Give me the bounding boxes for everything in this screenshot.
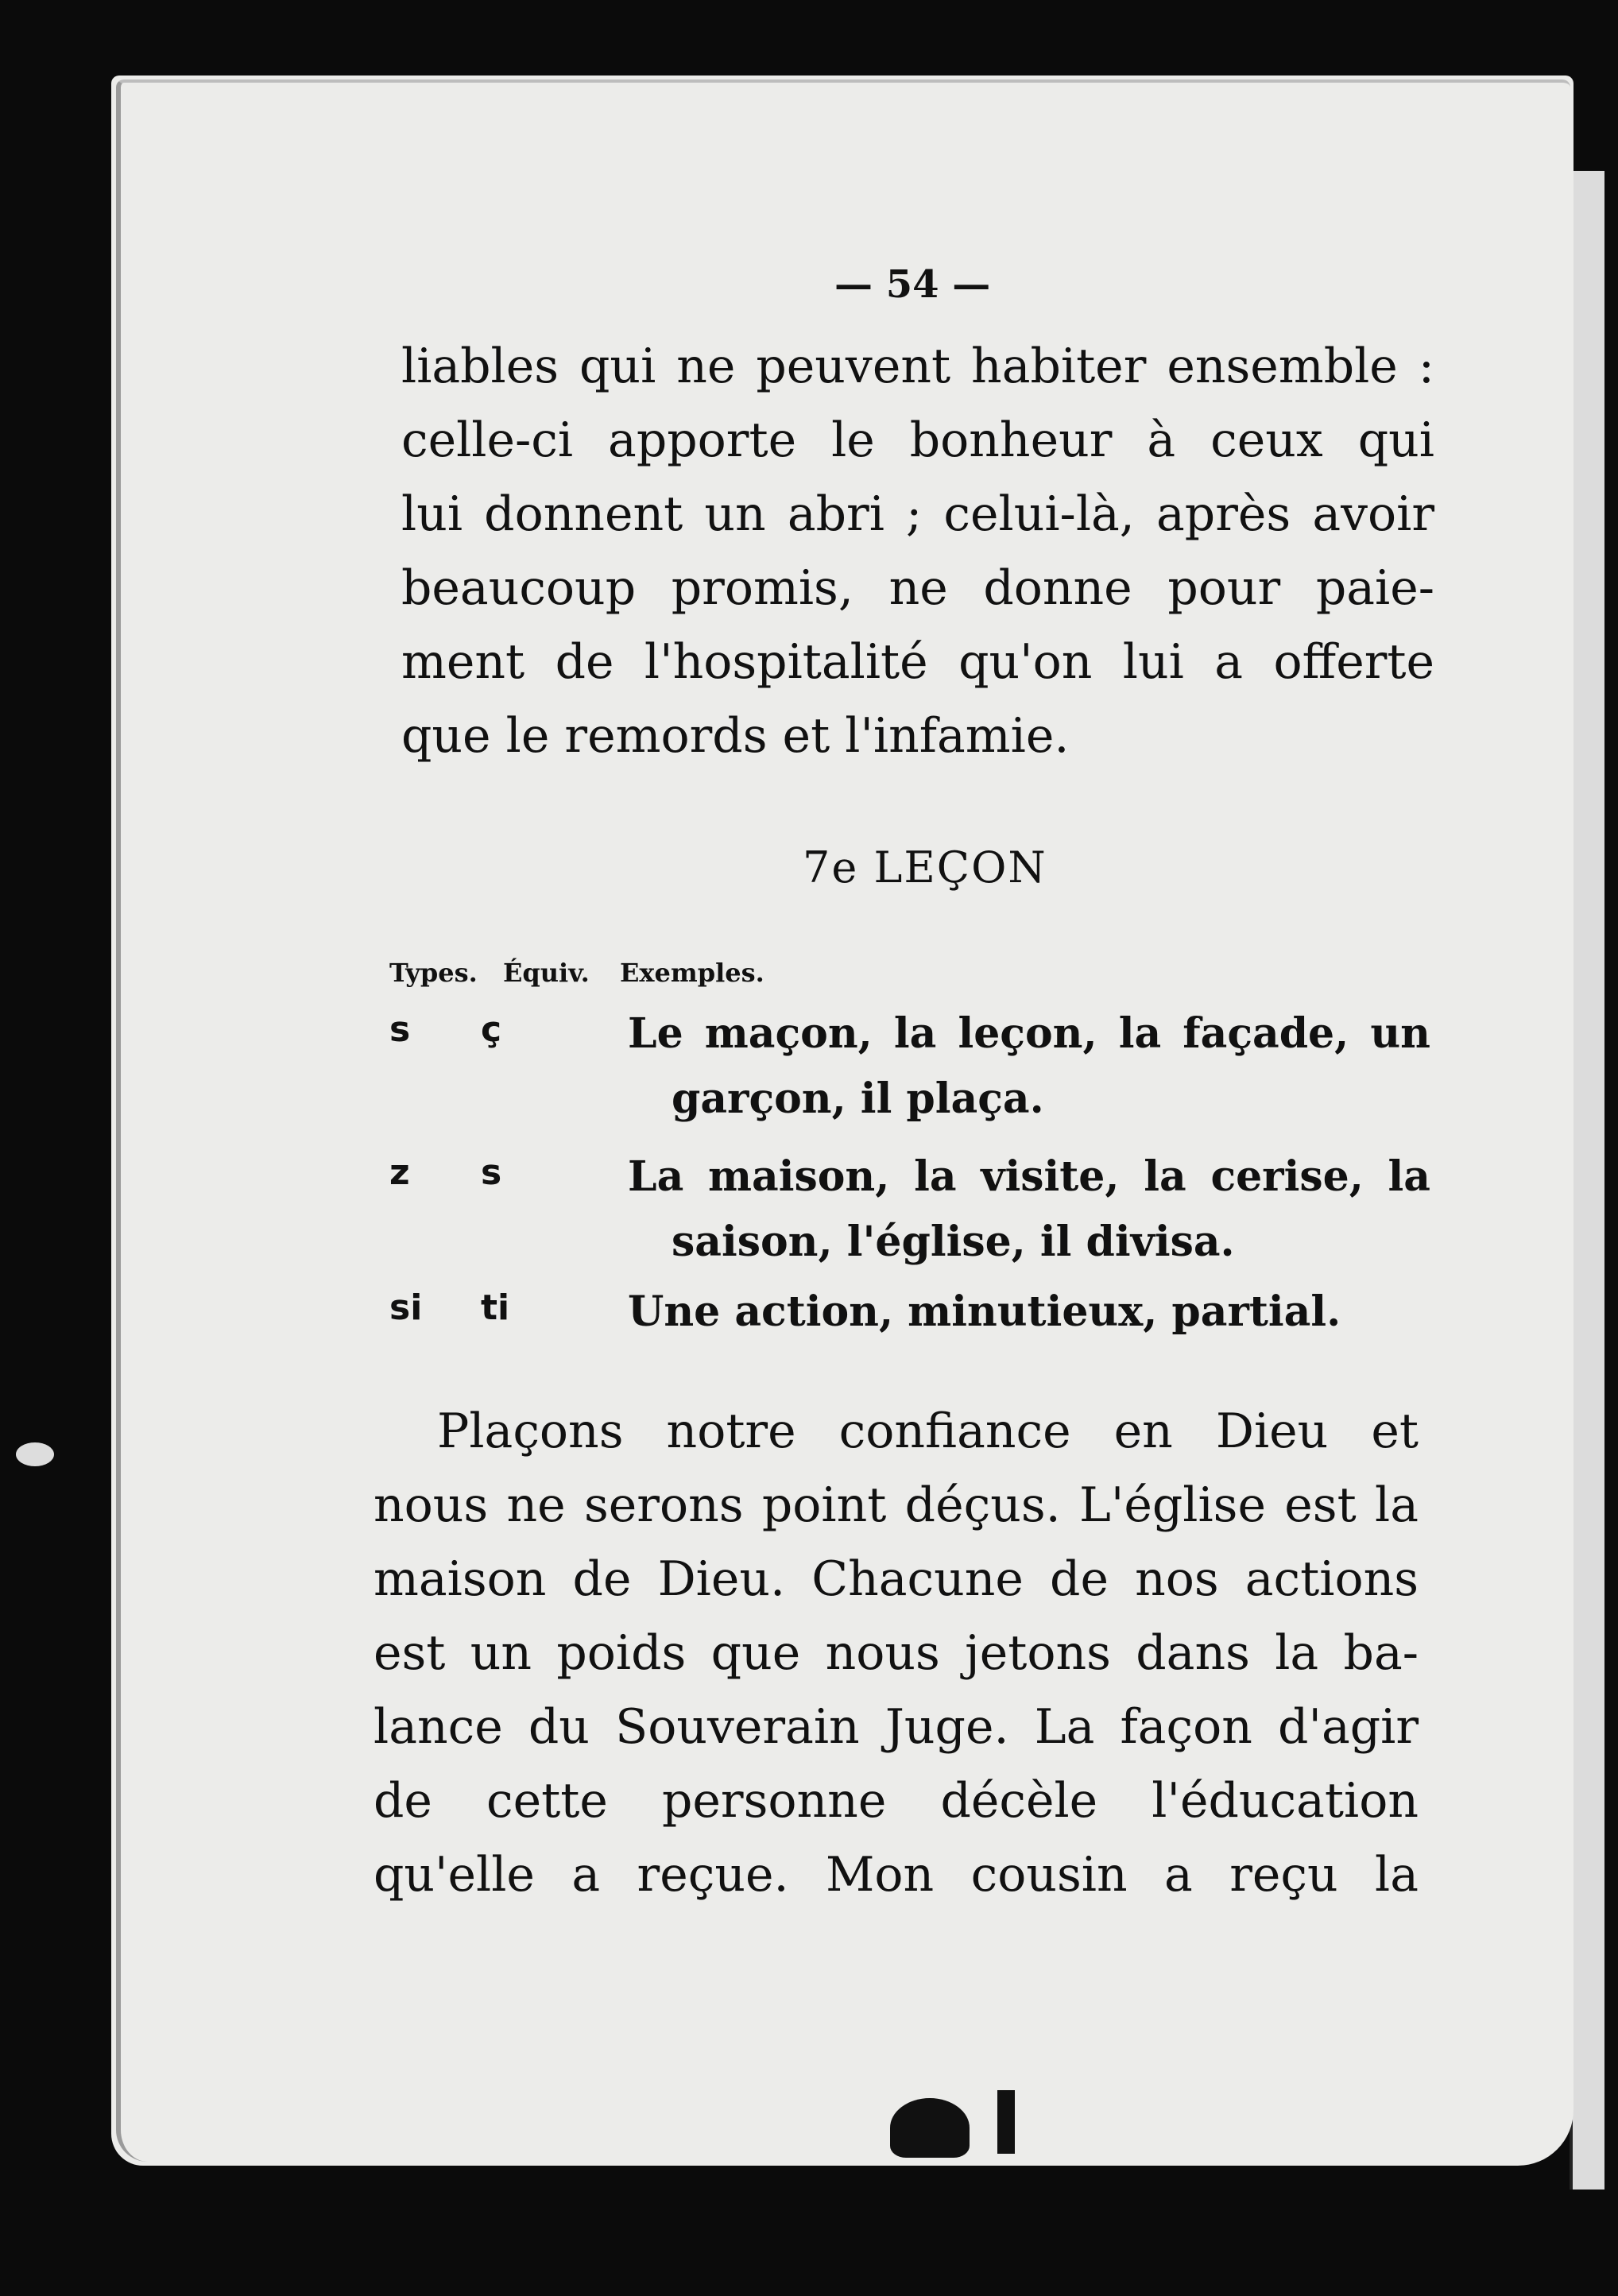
equiv-cell: ti xyxy=(481,1287,510,1328)
type-cell: si xyxy=(389,1287,423,1328)
ink-mark xyxy=(997,2090,1015,2154)
examples-cell xyxy=(628,1001,1430,1132)
paragraph-line: lui donnent un abri ; celui-là, après avoir xyxy=(401,486,1434,542)
paragraph-line: que le remords et l'infamie. xyxy=(401,708,1070,764)
example-line: Le maçon, la leçon, la façade, un xyxy=(628,1009,1430,1058)
paragraph-line: de cette personne décèle l'éducation xyxy=(374,1773,1419,1829)
paragraph-line: liables qui ne peuvent habiter ensemble : xyxy=(401,339,1434,394)
type-cell: s xyxy=(389,1009,411,1050)
paragraph-line: celle-ci apporte le bonheur à ceux qui xyxy=(401,412,1434,468)
adjacent-page-edge xyxy=(1570,171,1604,2190)
paragraph-line: ment de l'hospitalité qu'on lui a offerte xyxy=(401,634,1434,690)
example-line: saison, l'église, il divisa. xyxy=(672,1218,1235,1266)
paragraph-line: beaucoup promis, ne donne pour paie- xyxy=(401,560,1434,616)
paragraph-1 xyxy=(401,330,1434,773)
page-number: — 54 — xyxy=(834,262,991,307)
example-line: garçon, il plaça. xyxy=(672,1074,1044,1123)
examples-cell xyxy=(628,1280,1430,1345)
example-line: La maison, la visite, la cerise, la xyxy=(628,1152,1430,1201)
header-examples: Exemples. xyxy=(620,958,764,988)
paragraph-2 xyxy=(374,1395,1419,1912)
paragraph-line: nous ne serons point déçus. L'église est la xyxy=(374,1477,1419,1533)
paragraph-line: lance du Souverain Juge. La façon d'agir xyxy=(374,1699,1419,1755)
header-types: Types. xyxy=(389,958,478,988)
equiv-cell: s xyxy=(481,1152,502,1193)
ink-blot xyxy=(890,2098,970,2158)
paragraph-line: qu'elle a reçue. Mon cousin a reçu la xyxy=(374,1847,1419,1903)
paragraph-line: maison de Dieu. Chacune de nos actions xyxy=(374,1551,1419,1607)
header-equiv: Équiv. xyxy=(503,958,590,988)
examples-cell xyxy=(628,1144,1430,1275)
example-line: Une action, minutieux, partial. xyxy=(628,1287,1341,1336)
equiv-cell: ç xyxy=(481,1009,502,1050)
paragraph-line: Plaçons notre confiance en Dieu et xyxy=(437,1404,1419,1459)
lesson-heading: 7e LEÇON xyxy=(803,842,1047,892)
type-cell: z xyxy=(389,1152,410,1193)
paragraph-line: est un poids que nous jetons dans la ba- xyxy=(374,1625,1419,1681)
scan-speck xyxy=(16,1442,54,1466)
